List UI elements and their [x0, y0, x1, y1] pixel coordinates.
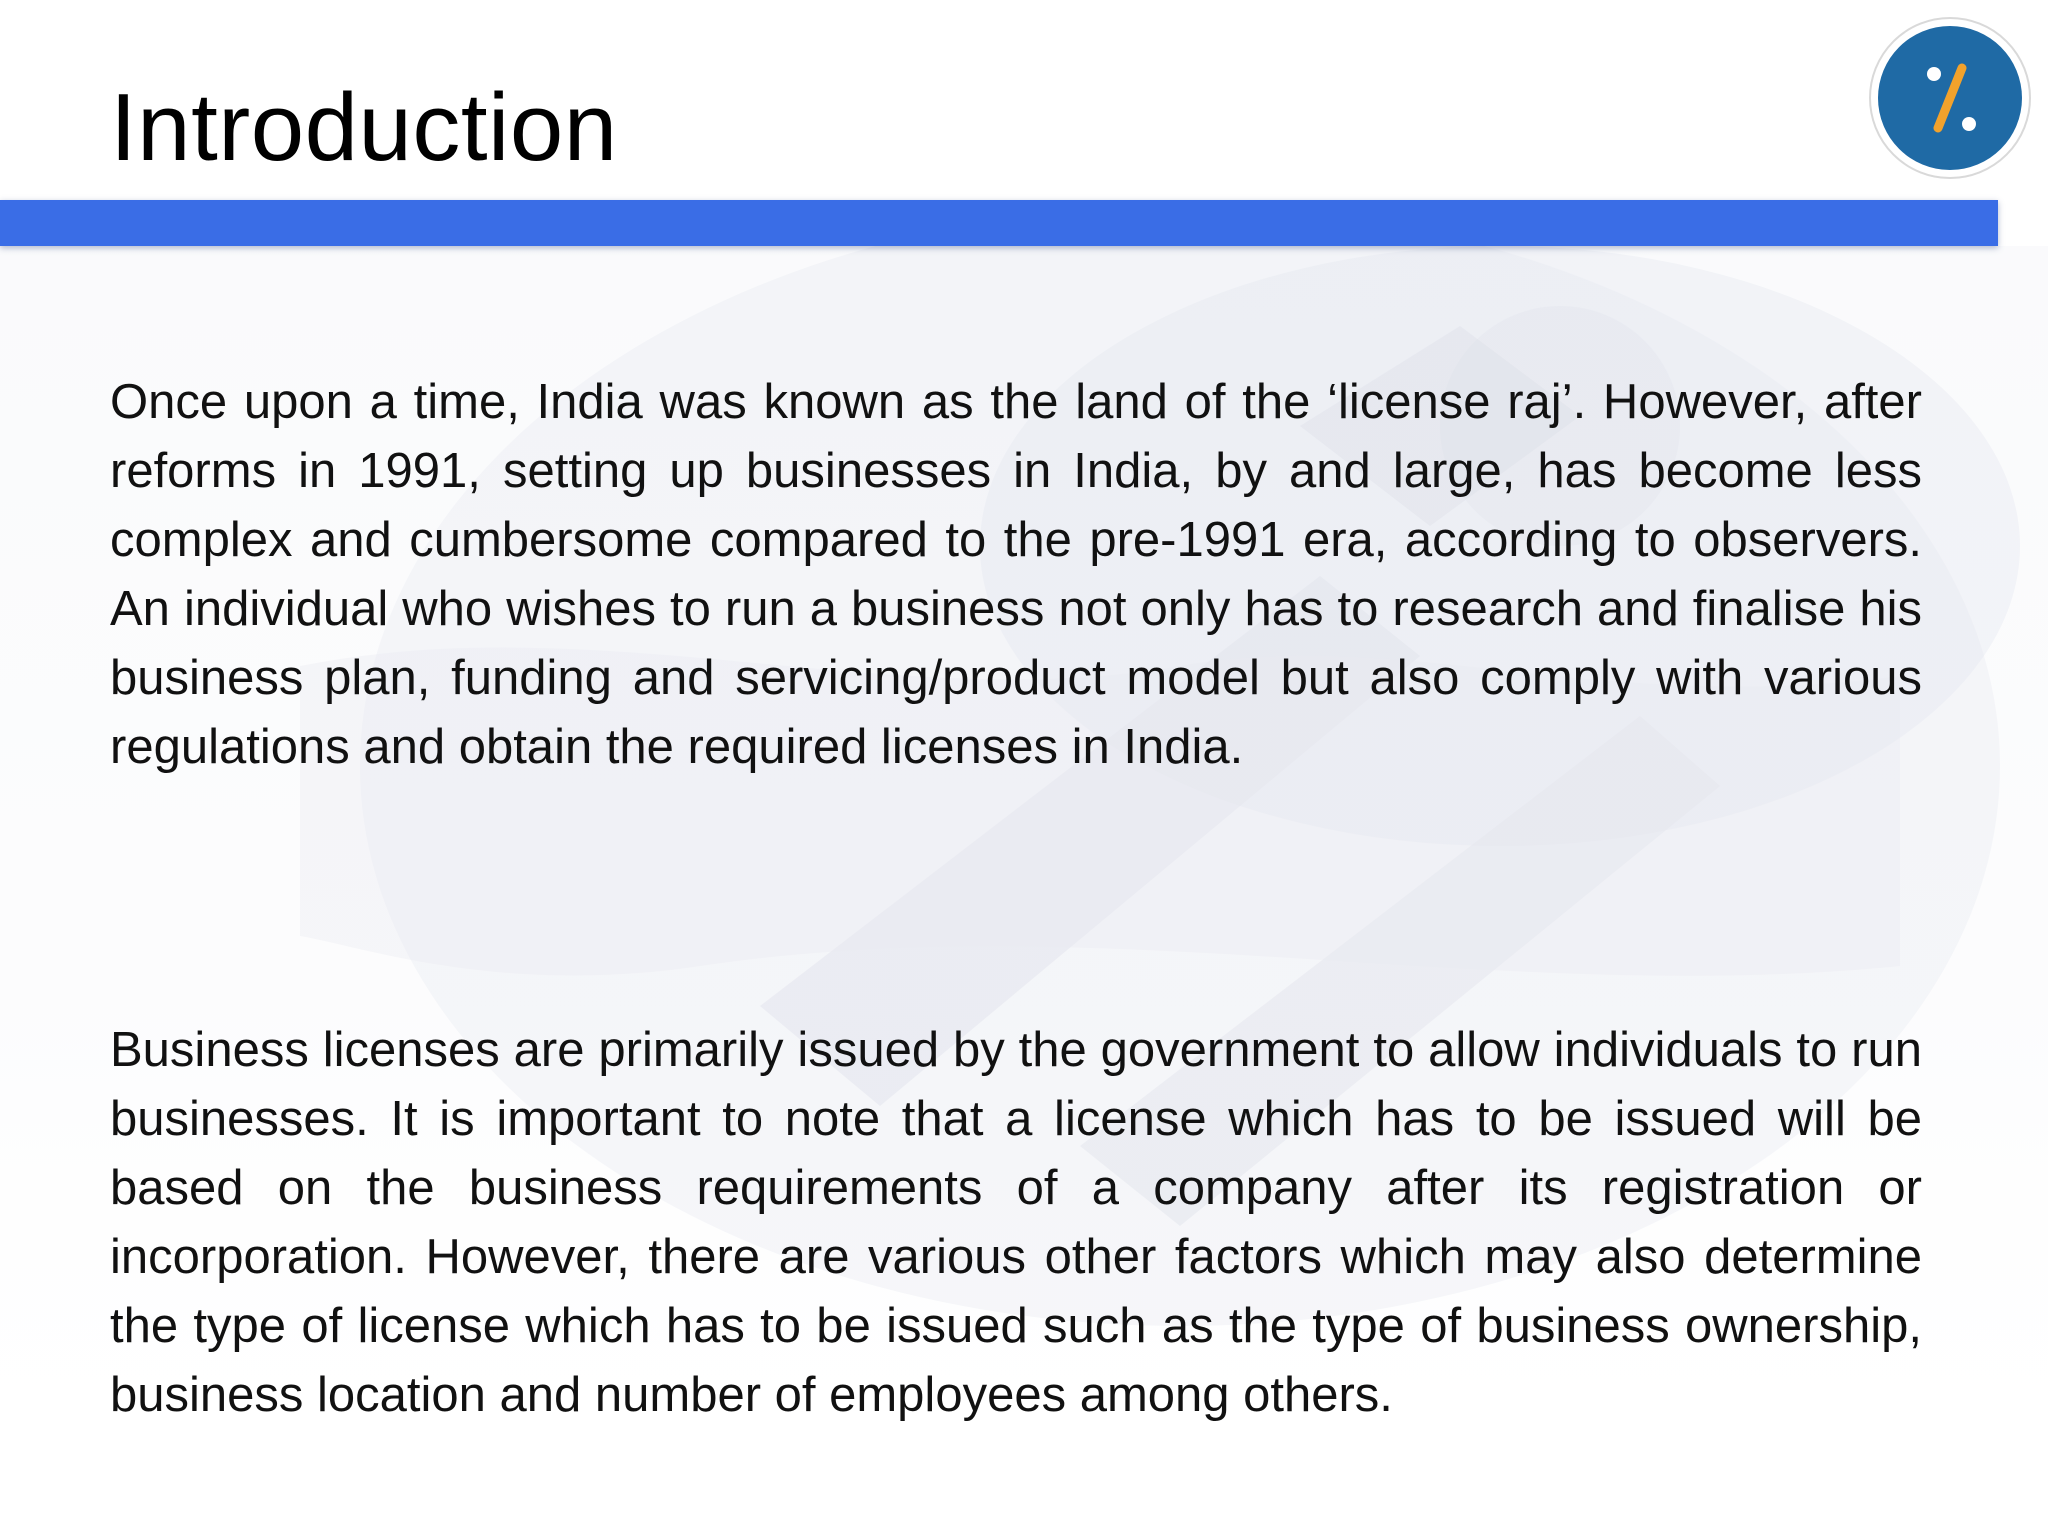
intro-paragraph-1: Once upon a time, India was known as the land of the ‘license raj’. However, after reforms in 1991, setting up businesses in India, by and large, has become less complex and cumbersome compared to the pre-1991 era, according to observers. An individual who wishes to run a business not only has to research and finalise his business plan, funding and servicing/product model but also comply with various regulations and obtain the required licenses in India.: [110, 375, 1922, 774]
title-underline-bar: [0, 200, 1998, 246]
slide-title: Introduction: [110, 74, 618, 181]
percent-logo-icon: [1868, 16, 2032, 180]
intro-paragraph-2: Business licenses are primarily issued by the government to allow individuals to run businesses. It is important to note that a license which has to be issued will be based on the business requirements of a company after its registration or incorporation. However, there are various other factors which may also determine the type of license which has to be issued such as the type of business ownership, business location and number of employees among others.: [110, 1023, 1922, 1422]
